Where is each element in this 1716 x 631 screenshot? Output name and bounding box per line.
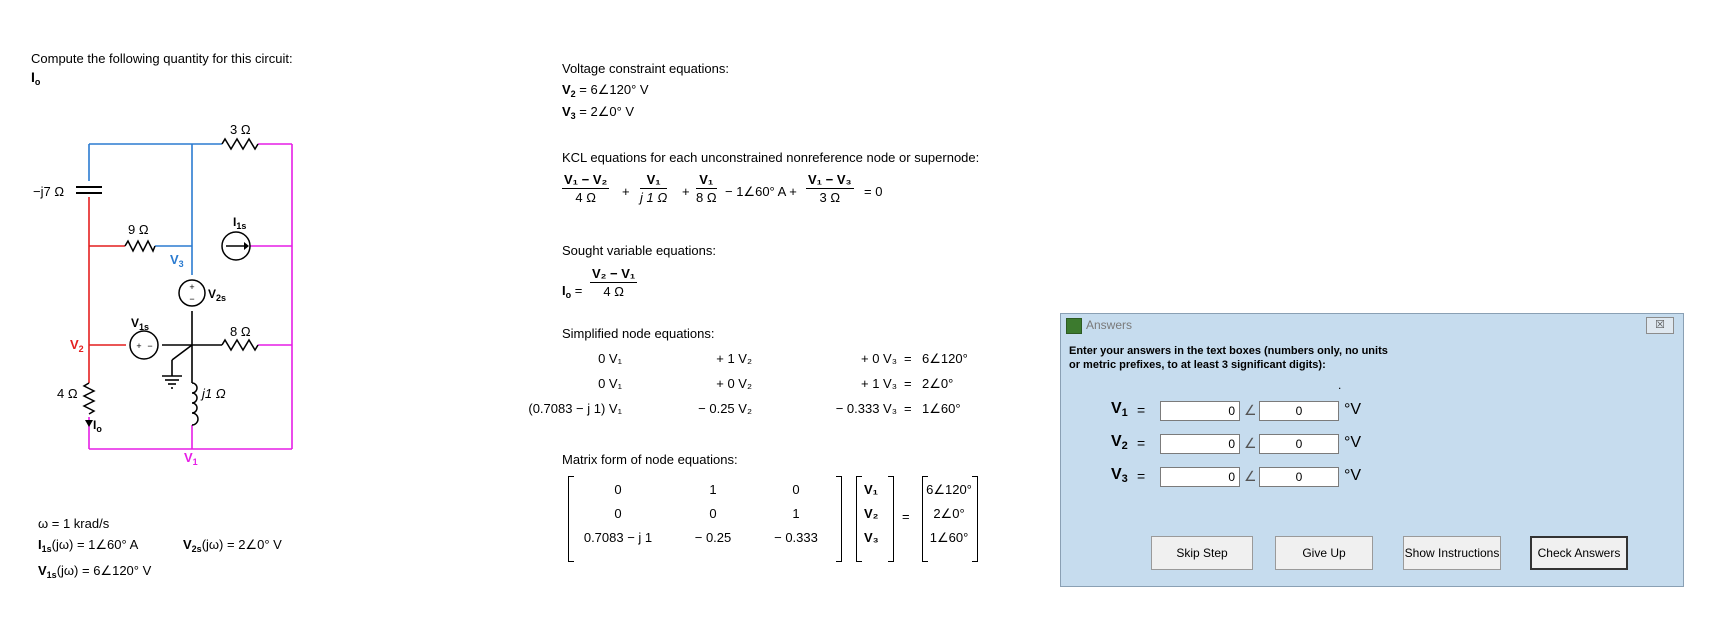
simplified-c1-2: 0 V₁	[598, 376, 622, 391]
matrix-cell-2-2: 0	[709, 506, 717, 521]
matrix-cell-2-3: 1	[792, 506, 800, 521]
simplified-rhs-2: 2∠0°	[922, 376, 954, 391]
simplified-eq-2: =	[904, 376, 912, 391]
check-answers-button[interactable]: Check Answers	[1530, 536, 1628, 570]
svg-text:−: −	[147, 341, 153, 351]
current-source-icon	[222, 232, 250, 260]
problem-prompt: Compute the following quantity for this circuit:	[31, 51, 293, 66]
constraint-v2: $V_2$ = 6∠120° V	[562, 82, 649, 99]
answers-title: Answers	[1086, 318, 1133, 332]
answers-titlebar	[1061, 314, 1683, 336]
close-button[interactable]: ☒	[1646, 317, 1674, 334]
simplified-c2-3: − 0.25 V₂	[698, 401, 752, 416]
matrix-heading: Matrix form of node equations:	[562, 452, 738, 467]
label-r8: 8 Ω	[230, 324, 251, 339]
simplified-c3-3: − 0.333 V₃	[835, 401, 897, 416]
resistor-4ohm	[84, 383, 94, 414]
answer-label-v3: $V_3$	[1111, 466, 1128, 485]
matrix-rhs-2: 2∠0°	[933, 506, 965, 521]
label-inductor: j1 Ω	[202, 386, 226, 401]
inductor-j1	[192, 383, 198, 425]
simplified-c3-1: + 0 V₃	[860, 351, 897, 366]
simplified-eq-1: =	[904, 351, 912, 366]
label-is: $I_{1s}$	[233, 215, 247, 231]
answers-instructions: Enter your answers in the text boxes (numbers only, no units or metric prefixes, to at least 3 significant digits):	[1069, 345, 1388, 371]
answer-equals-1: =	[1137, 402, 1146, 418]
matrix-cell-3-2: − 0.25	[694, 530, 732, 545]
sought-quantity: $I_o$	[31, 69, 41, 87]
simplified-c3-2: + 1 V₃	[860, 376, 897, 391]
matrix-cell-1-1: 0	[614, 482, 622, 497]
label-v1s: $V_{1s}$	[131, 316, 150, 332]
answer-equals-2: =	[1137, 435, 1146, 451]
label-v3: $V_3$	[170, 252, 184, 269]
kcl-heading: KCL equations for each unconstrained nonreference node or supernode:	[562, 150, 980, 165]
show-instructions-button[interactable]: Show Instructions	[1403, 536, 1501, 570]
v2s-value: $V_{2s}(j\omega)$ = 2∠0° V	[183, 537, 282, 554]
matrix-vector-3: V₃	[864, 530, 879, 545]
v1-magnitude-input[interactable]: 0	[1160, 401, 1240, 421]
label-v2s: $V_{2s}$	[208, 287, 227, 303]
v2-magnitude-input[interactable]: 0	[1160, 434, 1240, 454]
matrix-cell-1-3: 0	[792, 482, 800, 497]
simplified-heading: Simplified node equations:	[562, 326, 715, 341]
v2-angle-input[interactable]: 0	[1259, 434, 1339, 454]
answer-unit-1: °V	[1344, 401, 1362, 418]
label-v1: $V_1$	[184, 450, 198, 467]
voltage-constraints-heading: Voltage constraint equations:	[562, 61, 729, 76]
capacitor	[76, 187, 102, 193]
simplified-rhs-1: 6∠120°	[922, 351, 968, 366]
label-r4: 4 Ω	[57, 386, 78, 401]
sought-heading: Sought variable equations:	[562, 243, 716, 258]
voltage-source-v2s-icon	[179, 280, 205, 306]
svg-text:+: +	[136, 341, 142, 351]
v1-angle-input[interactable]: 0	[1259, 401, 1339, 421]
give-up-button[interactable]: Give Up	[1275, 536, 1373, 570]
matrix-vector-1: V₁	[864, 482, 879, 497]
v1s-value: $V_{1s}(j\omega)$ = 6∠120° V	[38, 563, 152, 580]
circuit-diagram	[0, 110, 340, 480]
angle-icon: ∠	[1244, 435, 1257, 451]
dot-mark: .	[1338, 378, 1342, 392]
matrix-rhs-1: 6∠120°	[926, 482, 972, 497]
answer-equals-3: =	[1137, 468, 1146, 484]
label-r3: 3 Ω	[230, 122, 251, 137]
io-arrow-icon	[85, 420, 93, 427]
v3-magnitude-input[interactable]: 0	[1160, 467, 1240, 487]
resistor-3ohm	[222, 139, 258, 149]
matrix-cell-3-3: − 0.333	[774, 530, 818, 545]
matrix-cell-2-1: 0	[614, 506, 622, 521]
answer-label-v2: $V_2$	[1111, 433, 1128, 452]
matrix-cell-1-2: 1	[709, 482, 717, 497]
label-v2: $V_2$	[70, 337, 84, 354]
constraint-v3: $V_3$ = 2∠0° V	[562, 104, 635, 121]
answer-label-v1: $V_1$	[1111, 400, 1128, 419]
matrix-rhs-3: 1∠60°	[929, 530, 969, 545]
matrix-vector-2: V₂	[864, 506, 879, 521]
label-io: $I_o$	[93, 418, 102, 434]
answers-panel	[1060, 313, 1684, 587]
answer-unit-3: °V	[1344, 467, 1362, 484]
angle-icon: ∠	[1244, 468, 1257, 484]
v3-angle-input[interactable]: 0	[1259, 467, 1339, 487]
matrix-cell-3-1: 0.7083 − j 1	[583, 530, 653, 545]
svg-text:+: +	[189, 282, 195, 292]
simplified-c2-1: + 1 V₂	[716, 351, 752, 366]
label-cap: −j7 Ω	[33, 184, 65, 199]
answer-unit-2: °V	[1344, 434, 1362, 451]
node-v2-wires	[89, 197, 126, 383]
is-value: $I_{1s}(j\omega)$ = 1∠60° A	[38, 537, 139, 554]
simplified-c1-1: 0 V₁	[598, 351, 622, 366]
resistor-9ohm	[125, 241, 155, 251]
app-icon	[1066, 318, 1082, 334]
simplified-eq-3: =	[904, 401, 912, 416]
reference-node-wires	[162, 311, 222, 388]
label-r9: 9 Ω	[128, 222, 149, 237]
angle-icon: ∠	[1244, 402, 1257, 418]
simplified-c1-3: (0.7083 − j 1) V₁	[528, 401, 622, 416]
simplified-c2-2: + 0 V₂	[716, 376, 752, 391]
resistor-8ohm	[222, 340, 258, 350]
omega-value: ω = 1 krad/s	[38, 516, 110, 531]
voltage-source-v1s-icon	[130, 331, 158, 359]
simplified-rhs-3: 1∠60°	[922, 401, 961, 416]
node-v3-wires	[89, 144, 222, 275]
skip-step-button[interactable]: Skip Step	[1151, 536, 1253, 570]
svg-text:−: −	[189, 294, 195, 304]
